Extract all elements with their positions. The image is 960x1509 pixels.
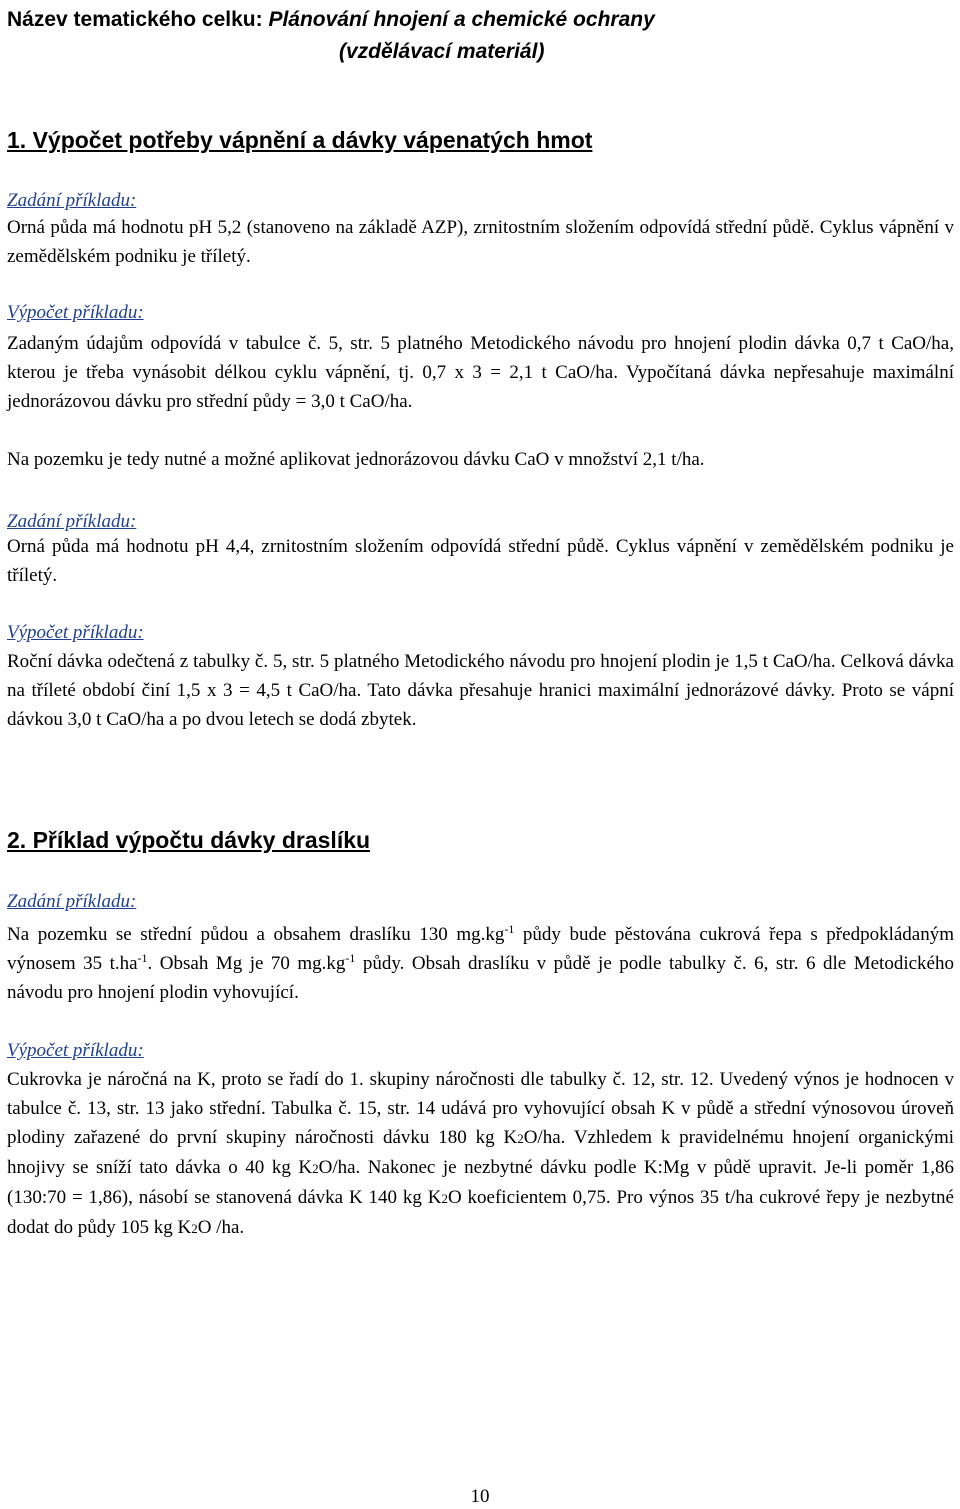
ex3-task-sup: -1 (504, 922, 515, 936)
ex1-calc-conclusion: Na pozemku je tedy nutné a možné aplikovat jednorázovou dávku CaO v množství 2,1 t/ha. (7, 449, 705, 470)
section1-heading: 1. Výpočet potřeby vápnění a dávky vápenatých hmot (7, 127, 593, 153)
ex3-task-sup: -1 (345, 951, 356, 965)
ex3-calc-part: O/ha. Vzhledem k pravidelnému hnojení organickými hnojivy se sníží tato dávka o 40 kg K (7, 1127, 955, 1178)
page-number: 10 (470, 1486, 490, 1507)
ex3-calc-label: Výpočet příkladu: (7, 1040, 144, 1061)
ex1-task-body: Orná půda má hodnotu pH 5,2 (stanoveno na základě AZP), zrnitostním složením odpovídá střední půdě. Cyklus vápnění v zemědělském podniku je tříletý. (7, 217, 954, 267)
ex2-task-label: Zadání příkladu: (7, 511, 137, 532)
ex3-calc-sub: 2 (312, 1161, 319, 1176)
ex2-calc-text (7, 647, 954, 734)
ex2-calc-body: Roční dávka odečtená z tabulky č. 5, str. 5 platného Metodického návodu pro hnojení plodin je 1,5 t CaO/ha. Celková dávka na tříleté období činí 1,5 x 3 = 4,5 t CaO/ha. Tato dávka přesahuje hranici maximální jednorázové dávky. Proto se vápní dávkou 3,0 t CaO/ha a po dvou letech se dodá zbytek. (7, 651, 954, 730)
ex1-calc-body: Zadaným údajům odpovídá v tabulce č. 5, str. 5 platného Metodického návodu pro hnojení plodin dávka 0,7 t CaO/ha, kterou je třeba vynásobit délkou cyklu vápnění, tj. 0,7 x 3 = 2,1 t CaO/ha. Vypočítaná dávka nepřesahuje maximální jednorázovou dávku pro střední půdy = 3,0 t CaO/ha. (7, 333, 954, 412)
ex1-calc-label: Výpočet příkladu: (7, 302, 144, 323)
ex3-task-part: Na pozemku se střední půdou a obsahem draslíku 130 mg.kg (7, 924, 505, 945)
ex3-calc-sub: 2 (191, 1221, 198, 1236)
ex2-task-text (7, 532, 954, 590)
ex1-task-label: Zadání příkladu: (7, 190, 137, 211)
ex1-task-text (7, 213, 954, 271)
ex3-calc-text (7, 1065, 954, 1243)
ex2-task-body: Orná půda má hodnotu pH 4,4, zrnitostním složením odpovídá střední půdě. Cyklus vápnění v zemědělském podniku je tříletý. (7, 536, 954, 586)
ex3-task-sup: -1 (137, 951, 148, 965)
ex3-task-part: půdy. Obsah draslíku v půdě je podle tabulky č. 6, str. 6 dle Metodického návodu pro hnojení plodin vyhovující. (7, 953, 954, 1003)
title-topic: Plánování hnojení a chemické ochrany (268, 8, 655, 31)
ex3-calc-part: O /ha. (197, 1217, 245, 1238)
ex3-task-text (7, 920, 954, 1007)
section2-heading: 2. Příklad výpočtu dávky draslíku (7, 827, 371, 853)
document-title (7, 6, 655, 34)
document-subtitle: (vzdělávací materiál) (339, 40, 545, 63)
ex1-calc-text (7, 329, 954, 416)
ex3-calc-part: O/ha. Nakonec je nezbytné dávku podle K:Mg v půdě upravit. Je-li poměr 1,86 (130:70 = 1,86), násobí se stanovená dávka K 140 kg K (7, 1157, 954, 1208)
ex3-task-label: Zadání příkladu: (7, 891, 137, 912)
title-prefix: Název tematického celku: (7, 8, 269, 31)
ex3-calc-part: Cukrovka je náročná na K, proto se řadí do 1. skupiny náročnosti dle tabulky č. 12, str. 12. Uvedený výnos je hodnocen v tabulce č. 13, str. 13 jako střední. Tabulka č. 15, str. 14 udává pro vyhovující obsah K v půdě a střední výnosovou úroveň plodiny zařazené do první skupiny náročnosti dávku 180 kg K (7, 1069, 954, 1148)
ex3-calc-sub: 2 (441, 1191, 448, 1206)
ex3-calc-part: O koeficientem 0,75. Pro výnos 35 t/ha cukrové řepy je nezbytné dodat do půdy 105 kg K (7, 1187, 954, 1238)
ex3-task-part: . Obsah Mg je 70 mg.kg (147, 953, 346, 974)
ex3-task-part: půdy bude pěstována cukrová řepa s předpokládaným výnosem 35 t.ha (7, 924, 954, 974)
ex3-calc-sub: 2 (517, 1131, 524, 1146)
ex2-calc-label: Výpočet příkladu: (7, 622, 144, 643)
